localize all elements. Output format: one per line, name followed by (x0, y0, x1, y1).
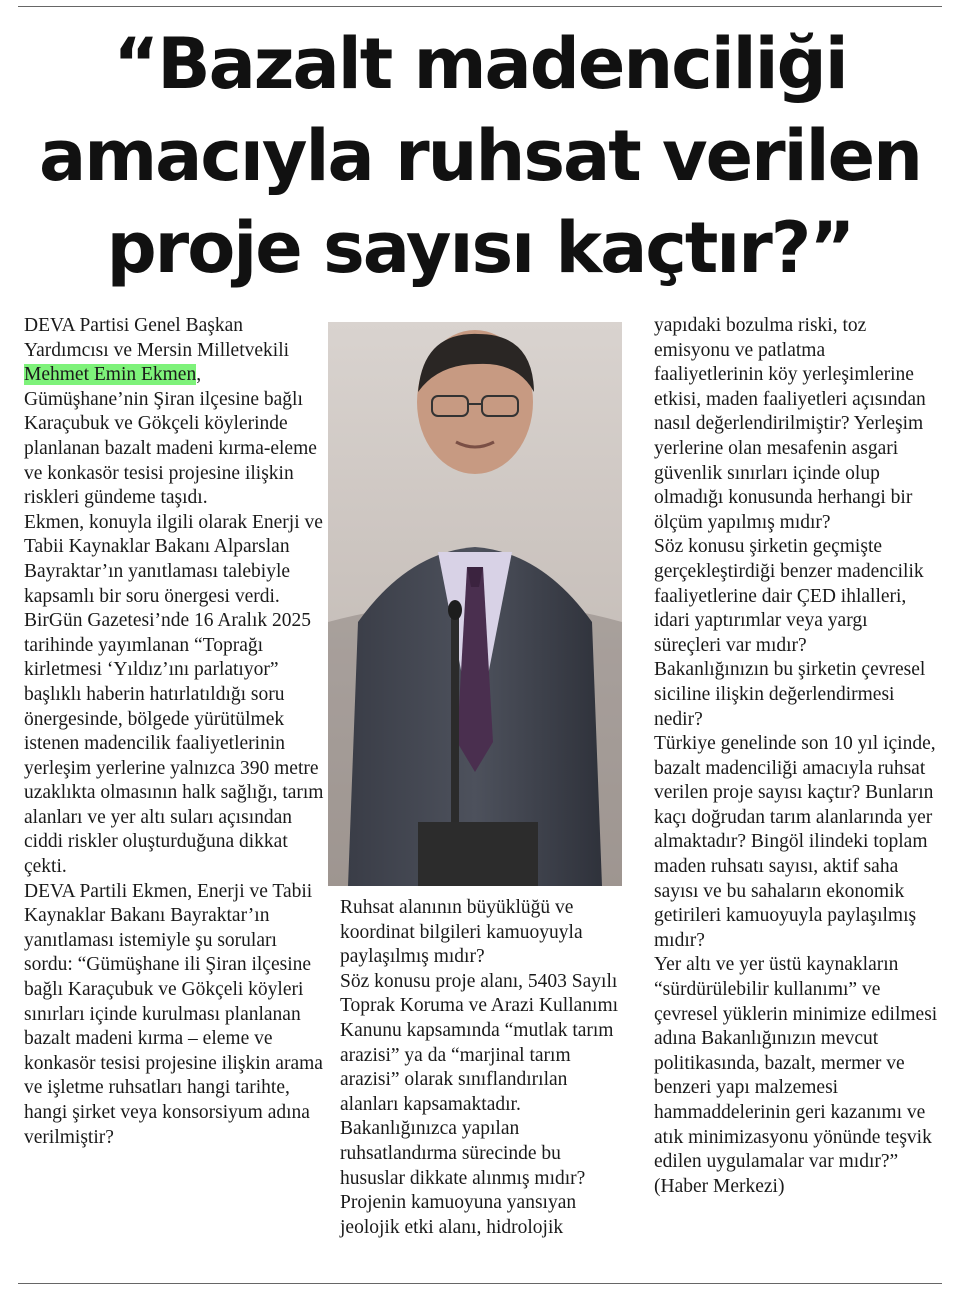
paragraph-3: DEVA Partili Ekmen, Enerji ve Tabii Kaynaklar Bakanı Bayraktar’ın yanıtlaması istemiyle şu soruları sordu: “Gümüşhane ili Şiran ilçesine bağlı Karaçubuk ve Gökçeli köyleri sınırları içinde kurulması planlanan bazalt madeni kırma – eleme ve konkasör tesisi projesine ilişkin arama ve işletme ruhsatları hangi tarihte, hangi şirket veya konsorsiyum adına verilmiştir? (24, 880, 323, 1148)
politician-photo (328, 322, 622, 886)
headline-line-2: amacıyla ruhsat verilen (39, 115, 921, 197)
headline-line-3: proje sayısı kaçtır?” (106, 207, 854, 289)
paragraph-8: Söz konusu şirketin geçmişte gerçekleştirdiği benzer madencilik faaliyetlerine dair ÇED ihlalleri, idari yaptırımlar veya yargı süreçleri var mıdır? (654, 536, 924, 656)
highlighted-name: Mehmet Emin Ekmen (24, 364, 197, 386)
article-column-3 (654, 314, 938, 1199)
paragraph-2: Ekmen, konuyla ilgili olarak Enerji ve Tabii Kaynaklar Bakanı Alparslan Bayraktar’ın yanıtlaması talebiyle kapsamlı bir soru önergesi verdi. BirGün Gazetesi’nde 16 Aralık 2025 tarihinde yayımlanan “Toprağı kirletmesi ‘Yıldız’ını parlatıyor” başlıklı haberin hatırlatıldığı soru önergesinde, bölgede yürütülmek istenen madencilik faaliyetlerinin yerleşim yerlerine yalnızca 390 metre uzaklıkta olmasının halk sağlığı, tarım alanları ve yer altı suları açısından ciddi riskler oluşturduğuna dikkat çekti. (24, 511, 324, 878)
paragraph-4: Ruhsat alanının büyüklüğü ve koordinat bilgileri kamuoyuyla paylaşılmış mıdır? (340, 897, 583, 968)
headline (20, 18, 940, 294)
paragraph-5: Söz konusu proje alanı, 5403 Sayılı Toprak Koruma ve Arazi Kullanımı Kanunu kapsamında “mutlak tarım arazisi” ya da “marjinal tarım arazisi” olarak sınıflandırılan alanları kapsamaktadır. Bakanlığınızca yapılan ruhsatlandırma sürecinde bu hususlar dikkate alınmış mıdır? (340, 970, 619, 1189)
paragraph-intro (24, 314, 324, 511)
top-rule (18, 6, 942, 7)
intro-text: DEVA Partisi Genel Başkan Yardımcısı ve Mersin Milletvekili (24, 315, 290, 361)
paragraph-10: Türkiye genelinde son 10 yıl içinde, bazalt madenciliği amacıyla ruhsat verilen proje sayısı kaçtır? Bunların kaçı doğrudan tarım alanlarında yer almaktadır? Bingöl ilindeki toplam maden ruhsatı sayısı, aktif saha sayısı ve bu sahaların ekonomik getirileri kamuoyuyla paylaşılmış mıdır? (654, 733, 936, 951)
paragraph-7: yapıdaki bozulma riski, toz emisyonu ve patlatma faaliyetlerinin köy yerleşimlerine etkisi, maden faaliyetleri açısından nasıl değerlendirilmiştir? Yerleşim yerlerine olan mesafenin asgari güvenlik sınırları içinde olup olmadığı konusunda herhangi bir ölçüm yapılmış mıdır? (654, 315, 926, 533)
bottom-rule (18, 1283, 942, 1284)
headline-line-1: “Bazalt madenciliği (113, 23, 847, 105)
article-column-1 (24, 314, 324, 1150)
paragraph-11: Yer altı ve yer üstü kaynakların “sürdürülebilir kullanımı” ve çevresel yüklerin minimize edilmesi adına Bakanlığınızın mevcut politikasında, bazalt, mermer ve benzeri yapı malzemesi hammaddelerinin geri kazanımı ve atık minimizasyonu yönünde teşvik edilen uygulamalar var mıdır?” (654, 954, 938, 1173)
article-column-2 (340, 896, 622, 1240)
source-credit: (Haber Merkezi) (654, 1175, 785, 1197)
intro-text-cont: , Gümüşhane’nin Şiran ilçesine bağlı Karaçubuk ve Gökçeli köylerinde planlanan bazalt madeni kırma-eleme ve konkasör tesisi projesine ilişkin riskleri gündeme taşıdı. (24, 364, 317, 509)
paragraph-9: Bakanlığınızın bu şirketin çevresel siciline ilişkin değerlendirmesi nedir? (654, 659, 926, 730)
paragraph-6: Projenin kamuoyuna yansıyan jeolojik etki alanı, hidrolojik (340, 1192, 577, 1238)
